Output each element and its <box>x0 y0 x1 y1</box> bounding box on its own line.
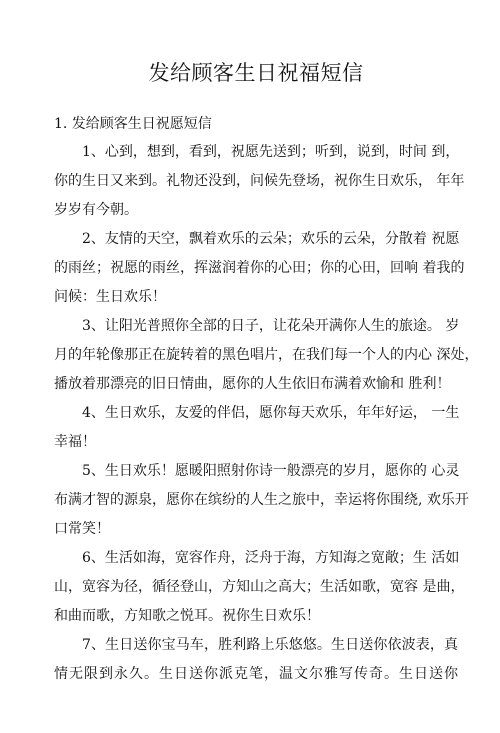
paragraph-line: 播放着那漂亮的旧日情曲，愿你的人生依旧布满着欢愉和 胜利！ <box>54 376 451 392</box>
paragraph-line: 4、生日欢乐，友爱的伴侣，愿你每天欢乐，年年好运， 一生 <box>82 405 460 421</box>
paragraph-line: 月的年轮像那正在旋转着的黑色唱片，在我们每一个人的内心 深处， <box>54 347 479 363</box>
paragraph-line: 幸福！ <box>54 434 96 450</box>
paragraph-line: 布满才智的源泉，愿你在缤纷的人生之旅中，幸运将你围绕, 欢乐开 <box>54 492 469 508</box>
paragraph-4 <box>54 399 458 457</box>
paragraph-line: 6、生活如海，宽容作舟，泛舟于海，方知海之宽敞；生 活如 <box>82 550 460 566</box>
paragraph-5 <box>54 457 469 544</box>
paragraph-7 <box>54 631 458 689</box>
paragraph-line: 5、生日欢乐！愿暖阳照射你诗一般漂亮的岁月，愿你的 心灵 <box>82 463 460 479</box>
paragraph-line: 山，宽容为径，循径登山，方知山之高大；生活如歌，宽容 是曲， <box>54 579 465 595</box>
paragraph-6 <box>54 544 465 631</box>
paragraph-3 <box>54 312 479 399</box>
paragraph-2 <box>54 225 465 312</box>
paragraph-line: 的雨丝；祝愿的雨丝，挥滋润着你的心田；你的心田，回响 着我的 <box>54 260 465 276</box>
paragraph-line: 问候：生日欢乐！ <box>54 289 166 305</box>
paragraph-line: 岁岁有今朝。 <box>54 202 138 218</box>
paragraph-line: 情无限到永久。生日送你派克笔，温文尔雅写传奇。生日送你 <box>54 666 458 682</box>
paragraph-line: 你的生日又来到。礼物还没到，问候先登场，祝你生日欢乐， 年年 <box>54 173 465 189</box>
paragraph-line: 3、让阳光普照你全部的日子，让花朵开满你人生的旅途。 岁 <box>82 318 460 334</box>
paragraph-line: 2、友情的天空，飘着欢乐的云朵；欢乐的云朵，分散着 祝愿 <box>82 231 460 247</box>
paragraph-line: 和曲而歌，方知歌之悦耳。祝你生日欢乐！ <box>54 608 320 624</box>
paragraph-line: 口常笑！ <box>54 521 110 537</box>
paragraph-line: 1、心到，想到，看到，祝愿先送到；听到，说到，时间 到， <box>82 144 460 160</box>
paragraph-line: 7、生日送你宝马车，胜利路上乐悠悠。生日送你依波表，真 <box>82 637 458 653</box>
document-title: 发给顾客生日祝福短信 <box>148 61 364 85</box>
section-heading: 1. 发给顾客生日祝愿短信 <box>54 116 212 132</box>
paragraph-1 <box>54 138 465 225</box>
